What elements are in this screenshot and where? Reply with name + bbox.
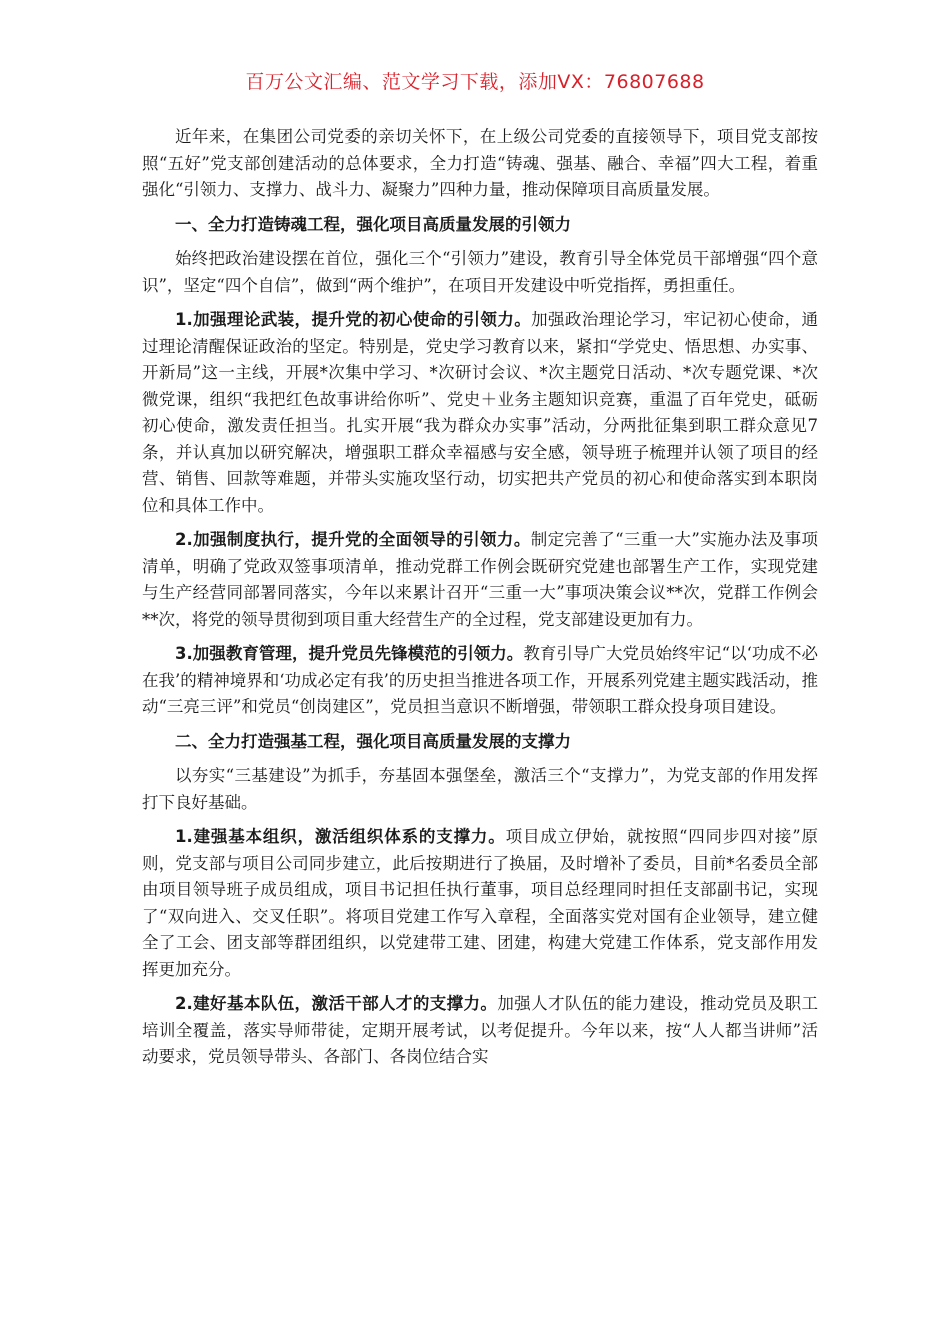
section-2-item-1 <box>142 824 818 983</box>
section-1-item-3 <box>142 641 818 721</box>
section-2-heading: 二、全力打造强基工程，强化项目高质量发展的支撑力 <box>175 731 571 751</box>
section-1-item-2 <box>142 527 818 633</box>
section-1-item-1 <box>142 307 818 519</box>
item-body: 教育引导广大党员始终牢记“以‘功成不必在我’的精神境界和‘功成必定有我’的历史担当推进各项工作，开展系列党建主题实践活动，推动“三亮三评”和党员“创岗建区”，党员担当意识不断增强，带领职工群众投身项目建设。 <box>142 644 818 716</box>
section-2-item-2 <box>142 991 818 1071</box>
intro-paragraph: 近年来，在集团公司党委的亲切关怀下，在上级公司党委的直接领导下，项目党支部按照“五好”党支部创建活动的总体要求，全力打造“铸魂、强基、融合、幸福”四大工程，着重强化“引领力、支撑力、战斗力、凝聚力”四种力量，推动保障项目高质量发展。 <box>142 127 818 199</box>
item-body: 制定完善了“三重一大”实施办法及事项清单，明确了党政双签事项清单，推动党群工作例会既研究党建也部署生产工作，实现党建与生产经营同部署同落实，今年以来累计召开“三重一大”事项决策会议**次，党群工作例会**次，将党的领导贯彻到项目重大经营生产的全过程，党支部建设更加有力。 <box>142 530 819 629</box>
section-1-heading: 一、全力打造铸魂工程，强化项目高质量发展的引领力 <box>175 214 571 234</box>
item-body: 加强政治理论学习，牢记初心使命，通过理论清醒保证政治的坚定。特别是，党史学习教育以来，紧扣“学党史、悟思想、办实事、开新局”这一主线，开展*次集中学习、*次研讨会议、*次主题党日活动、*次专题党课、*次微党课，组织“我把红色故事讲给你听”、党史＋业务主题知识竞赛，重温了百年党史，砥砺初心使命，激发责任担当。扎实开展“我为群众办实事”活动，分两批征集到职工群众意见7条，并认真加以研究解决，增强职工群众幸福感与安全感，领导班子梳理并认领了项目的经营、销售、回款等难题，并带头实施攻坚行动，切实把共产党员的初心和使命落实到本职岗位和具体工作中。 <box>142 310 819 515</box>
document-body <box>142 124 818 1079</box>
section-2-lead: 以夯实“三基建设”为抓手，夯基固本强堡垒，激活三个“支撑力”，为党支部的作用发挥打下良好基础。 <box>142 766 818 812</box>
item-title: 1.建强基本组织，激活组织体系的支撑力。 <box>175 827 506 846</box>
header-banner: 百万公文汇编、范文学习下载，添加VX：76807688 <box>245 71 705 93</box>
item-body: 加强人才队伍的能力建设，推动党员及职工培训全覆盖，落实导师带徒，定期开展考试，以考促提升。今年以来，按“人人都当讲师”活动要求，党员领导带头、各部门、各岗位结合实 <box>142 994 819 1066</box>
item-title: 3.加强教育管理，提升党员先锋模范的引领力。 <box>175 644 524 663</box>
item-body: 项目成立伊始，就按照“四同步四对接”原则，党支部与项目公司同步建立，此后按期进行了换届，及时增补了委员，目前*名委员全部由项目领导班子成员组成，项目书记担任执行董事，项目总经理同时担任支部副书记，实现了“双向进入、交叉任职”。将项目党建工作写入章程，全面落实党对国有企业领导，建立健全了工会、团支部等群团组织，以党建带工建、团建，构建大党建工作体系，党支部作用发挥更加充分。 <box>142 827 819 979</box>
item-title: 2.建好基本队伍，激活干部人才的支撑力。 <box>175 994 498 1013</box>
item-title: 2.加强制度执行，提升党的全面领导的引领力。 <box>175 530 531 549</box>
section-1-lead: 始终把政治建设摆在首位，强化三个“引领力”建设，教育引导全体党员干部增强“四个意识”，坚定“四个自信”，做到“两个维护”，在项目开发建设中听党指挥，勇担重任。 <box>142 249 818 295</box>
item-title: 1.加强理论武装，提升党的初心使命的引领力。 <box>175 310 532 329</box>
